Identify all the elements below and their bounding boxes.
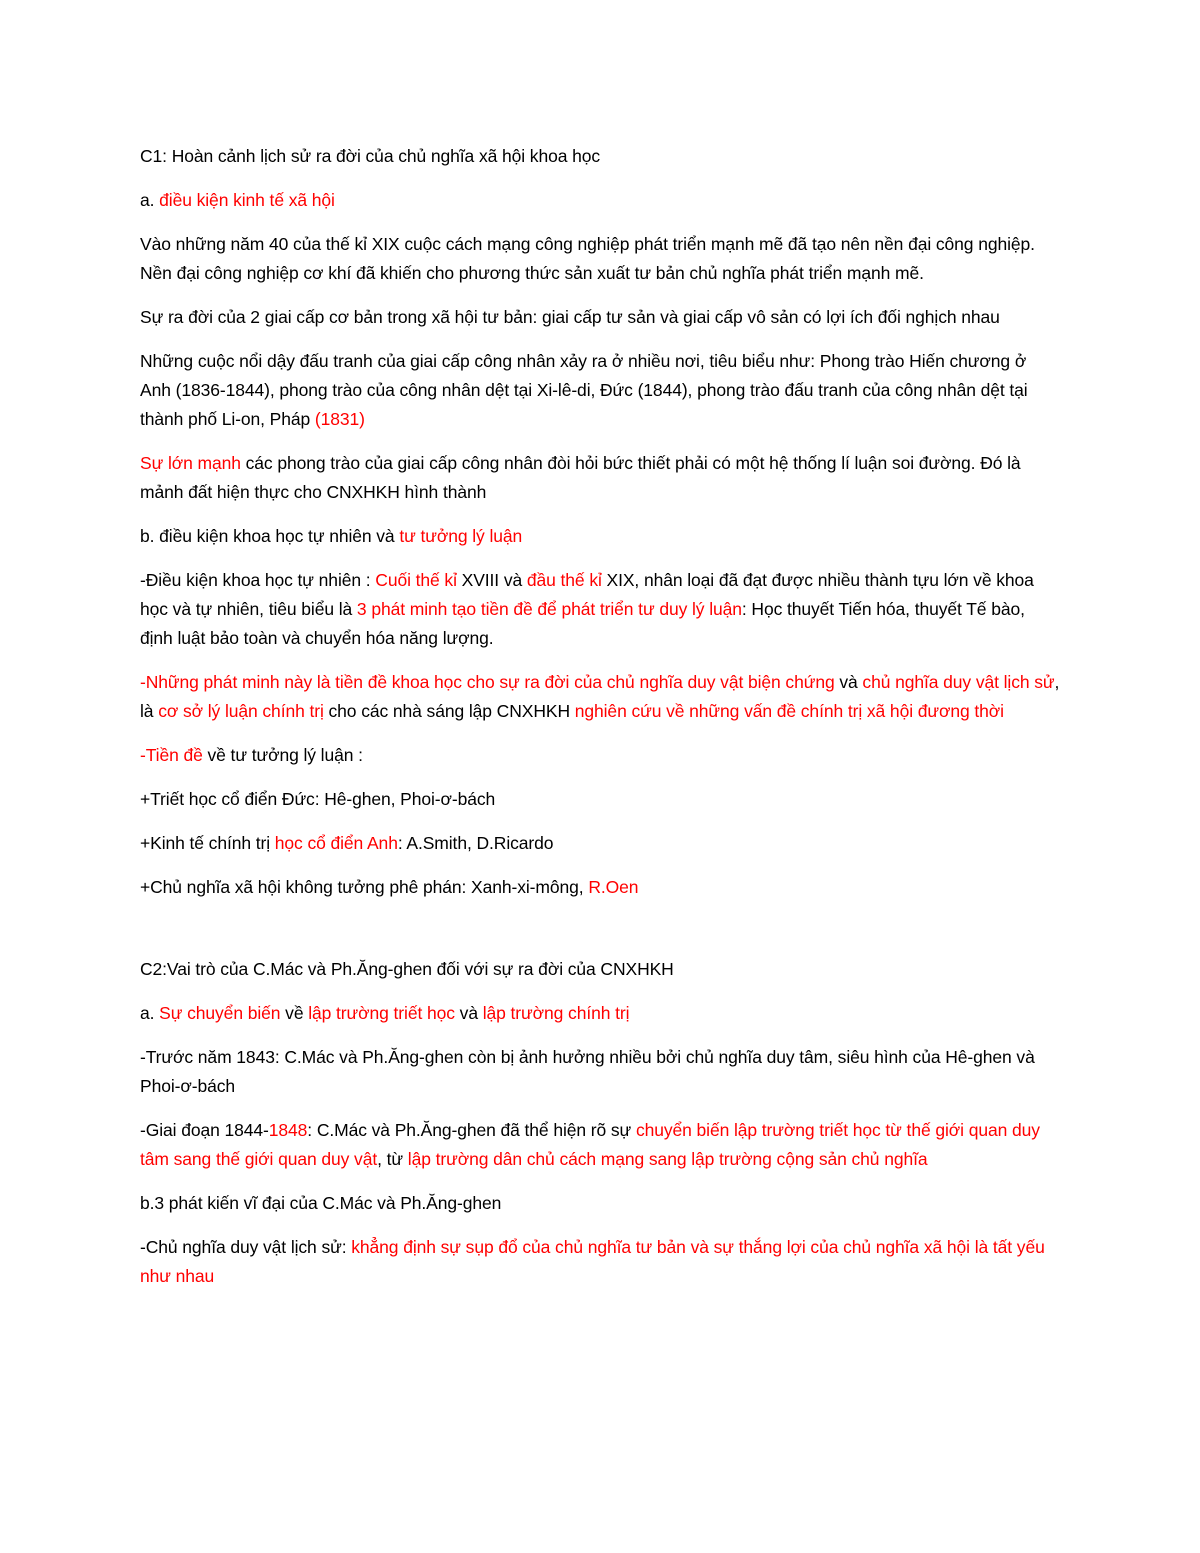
text-run: +Kinh tế chính trị — [140, 833, 275, 853]
document-paragraph — [140, 347, 1060, 434]
document-paragraph — [140, 522, 1060, 551]
document-paragraph — [140, 873, 1060, 902]
highlighted-text: học cổ điển Anh — [274, 833, 398, 853]
highlighted-text: cơ sở lý luận chính trị — [158, 701, 324, 721]
document-paragraph — [140, 668, 1060, 726]
text-run: a. — [140, 1003, 160, 1023]
text-run: -Chủ nghĩa duy vật lịch sử: — [140, 1237, 352, 1257]
text-run: C1: Hoàn cảnh lịch sử ra đời của chủ nghĩa xã hội khoa học — [140, 146, 601, 166]
highlighted-text: Sự lớn mạnh — [140, 453, 241, 473]
document-paragraph — [140, 741, 1060, 770]
text-run: Những cuộc nổi dậy đấu tranh của giai cấp công nhân xảy ra ở nhiều nơi, tiêu biểu như: Phong trào Hiến chương ở Anh (1836-1844), phong trào của công nhân dệt tại Xi-lê-di, Đức (1844), phong trào đấu tranh của công nhân dệt tại thành phố Li-on, Pháp — [140, 351, 1028, 429]
document-paragraph — [140, 829, 1060, 858]
text-run: và — [834, 672, 863, 692]
document-paragraph — [140, 785, 1060, 814]
text-run: +Chủ nghĩa xã hội không tưởng phê phán: Xanh-xi-mông, — [140, 877, 589, 897]
text-run: XIX, nhân loại đã đạt được nhiều thành tựu lớn về khoa học và tự nhiên, tiêu biểu là — [140, 570, 1034, 619]
text-run: : Học thuyết Tiến hóa, thuyết Tế bào, định luật bảo toàn và chuyển hóa năng lượng. — [140, 599, 1025, 648]
highlighted-text: lập trường triết học — [308, 1003, 455, 1023]
text-run: cho các nhà sáng lập CNXHKH — [323, 701, 575, 721]
highlighted-text: lập trường dân chủ cách mạng sang lập trường cộng sản chủ nghĩa — [407, 1149, 928, 1169]
highlighted-text: lập trường chính trị — [482, 1003, 630, 1023]
text-run: về — [280, 1003, 309, 1023]
document-paragraph — [140, 955, 1060, 984]
text-run: XVIII và — [456, 570, 527, 590]
document-paragraph — [140, 186, 1060, 215]
highlighted-text: đầu thế kỉ — [526, 570, 602, 590]
section-spacer — [140, 917, 1060, 955]
highlighted-text: (1831) — [314, 409, 365, 429]
text-run: Sự ra đời của 2 giai cấp cơ bản trong xã hội tư bản: giai cấp tư sản và giai cấp vô sản có lợi ích đối nghịch nhau — [140, 307, 1000, 327]
highlighted-text: tư tưởng lý luận — [399, 526, 523, 546]
text-run: các phong trào của giai cấp công nhân đòi hỏi bức thiết phải có một hệ thống lí luận soi đường. Đó là mảnh đất hiện thực cho CNXHKH hình thành — [140, 453, 1021, 502]
text-run: , là — [140, 672, 1060, 721]
highlighted-text: Cuối thế kỉ — [375, 570, 457, 590]
document-paragraph — [140, 1043, 1060, 1101]
document-paragraph — [140, 999, 1060, 1028]
highlighted-text: R.Oen — [588, 877, 639, 897]
text-run: C2:Vai trò của C.Mác và Ph.Ăng-ghen đối với sự ra đời của CNXHKH — [140, 959, 674, 979]
document-paragraph — [140, 1189, 1060, 1218]
highlighted-text: điều kiện kinh tế xã hội — [159, 190, 335, 210]
document-paragraph — [140, 449, 1060, 507]
highlighted-text: -Những phát minh này là tiền đề khoa học cho sự ra đời của chủ nghĩa duy vật biện chứng — [140, 672, 835, 692]
text-run: : C.Mác và Ph.Ăng-ghen đã thể hiện rõ sự — [307, 1120, 636, 1140]
document-paragraph — [140, 1116, 1060, 1174]
text-run: b. điều kiện khoa học tự nhiên và — [140, 526, 400, 546]
highlighted-text: chủ nghĩa duy vật lịch sử — [862, 672, 1055, 692]
text-run: Vào những năm 40 của thế kỉ XIX cuộc cách mạng công nghiệp phát triển mạnh mẽ đã tạo nên nền đại công nghiệp. Nền đại công nghiệp cơ khí đã khiến cho phương thức sản xuất tư bản chủ nghĩa phát triển mạnh mẽ. — [140, 234, 1035, 283]
text-run: +Triết học cổ điển Đức: Hê-ghen, Phoi-ơ-bách — [140, 789, 496, 809]
document-paragraph — [140, 303, 1060, 332]
document-paragraph — [140, 566, 1060, 653]
text-run: -Trước năm 1843: C.Mác và Ph.Ăng-ghen còn bị ảnh hưởng nhiều bởi chủ nghĩa duy tâm, siêu hình của Hê-ghen và Phoi-ơ-bách — [140, 1047, 1035, 1096]
text-run: b.3 phát kiến vĩ đại của C.Mác và Ph.Ăng-ghen — [140, 1193, 502, 1213]
highlighted-text: -Tiền đề — [140, 745, 203, 765]
document-paragraph — [140, 142, 1060, 171]
text-run: , từ — [377, 1149, 408, 1169]
highlighted-text: chuyển biến lập trường triết học từ thế giới quan duy tâm sang thế giới quan duy vật — [140, 1120, 1040, 1169]
text-run: -Giai đoạn 1844- — [140, 1120, 269, 1140]
document-paragraph — [140, 230, 1060, 288]
document-paragraph — [140, 1233, 1060, 1291]
text-run: : A.Smith, D.Ricardo — [397, 833, 554, 853]
highlighted-text: 3 phát minh tạo tiền đề để phát triển tư duy lý luận — [356, 599, 742, 619]
text-run: và — [454, 1003, 483, 1023]
text-run: về tư tưởng lý luận : — [202, 745, 363, 765]
highlighted-text: 1848 — [268, 1120, 308, 1140]
highlighted-text: Sự chuyển biến — [159, 1003, 281, 1023]
highlighted-text: khẳng định sự sụp đổ của chủ nghĩa tư bản và sự thắng lợi của chủ nghĩa xã hội là tất yếu như nhau — [140, 1237, 1045, 1286]
highlighted-text: nghiên cứu về những vấn đề chính trị xã hội đương thời — [574, 701, 1004, 721]
text-run: a. — [140, 190, 160, 210]
text-run: -Điều kiện khoa học tự nhiên : — [140, 570, 376, 590]
